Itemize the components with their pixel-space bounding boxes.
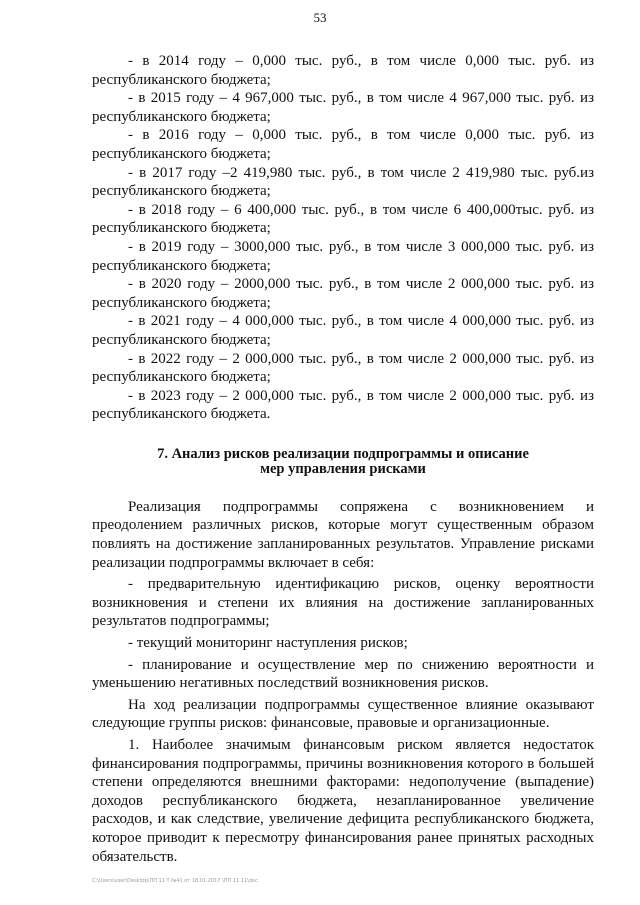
paragraph-line: возникновения и степени их влияния на достижение запланированных bbox=[92, 594, 594, 611]
paragraph-line: На ход реализации подпрограммы существенное влияние оказывают bbox=[128, 696, 594, 713]
paragraph-line: результатов подпрограммы; bbox=[92, 613, 270, 630]
file-path-footer: C:\Users\user\Desktop\ПП 11 Т №41 от 18.01.2017 \ПП 11 11\doc bbox=[92, 878, 258, 884]
paragraph-line: финансирования подпрограммы, причины возникновения которого в большей bbox=[92, 755, 594, 772]
section-heading-line: 7. Анализ рисков реализации подпрограммы и описание bbox=[157, 445, 529, 462]
funding-item-line: республиканского бюджета; bbox=[92, 71, 271, 88]
bullet-item bbox=[92, 575, 594, 631]
paragraph-line: - предварительную идентификацию рисков, оценку вероятности bbox=[128, 576, 594, 593]
paragraph-line: - текущий мониторинг наступления рисков; bbox=[128, 635, 408, 652]
paragraph-line: преодолением различных рисков, которые могут существенным образом bbox=[92, 517, 594, 534]
funding-item-line: республиканского бюджета; bbox=[92, 331, 271, 348]
paragraph-line: уменьшению негативных последствий возникновения рисков. bbox=[92, 675, 489, 692]
funding-item-line: республиканского бюджета; bbox=[92, 145, 271, 162]
bullet-item bbox=[92, 634, 594, 653]
paragraph-line: степени определяются внешними факторами: недополучение (выпадение) bbox=[92, 774, 594, 791]
funding-item-line: - в 2018 году – 6 400,000 тыс. руб., в том числе 6 400,000тыс. руб. из bbox=[128, 201, 594, 218]
bullet-item bbox=[92, 656, 594, 693]
funding-item-line: - в 2022 году – 2 000,000 тыс. руб., в том числе 2 000,000 тыс. руб. из bbox=[128, 350, 594, 367]
paragraph-line: 1. Наиболее значимым финансовым риском является недостаток bbox=[128, 737, 594, 753]
funding-item-line: республиканского бюджета; bbox=[92, 294, 271, 311]
paragraph-line: обязательств. bbox=[92, 848, 178, 865]
funding-item-line: республиканского бюджета; bbox=[92, 369, 271, 386]
paragraph-line: реализации подпрограммы включает в себя: bbox=[92, 554, 375, 571]
funding-item-line: республиканского бюджета; bbox=[92, 108, 271, 125]
funding-item-line: - в 2021 году – 4 000,000 тыс. руб., в том числе 4 000,000 тыс. руб. из bbox=[128, 313, 594, 330]
funding-item-line: республиканского бюджета. bbox=[92, 406, 271, 423]
funding-list bbox=[92, 52, 594, 424]
funding-item-line: республиканского бюджета; bbox=[92, 183, 271, 200]
section-heading-line: мер управления рисками bbox=[260, 460, 426, 477]
paragraph bbox=[92, 736, 594, 866]
section-heading bbox=[92, 447, 594, 477]
paragraph-line: следующие группы рисков: финансовые, правовые и организационные. bbox=[92, 715, 550, 732]
paragraph bbox=[92, 696, 594, 733]
funding-item-line: - в 2023 году – 2 000,000 тыс. руб., в том числе 2 000,000 тыс. руб. из bbox=[128, 387, 594, 404]
paragraph-line: расходов, и как следствие, увеличение дефицита республиканского бюджета, bbox=[92, 811, 594, 828]
paragraph-line: которое приводит к пересмотру финансирования ранее принятых расходных bbox=[92, 829, 594, 846]
funding-item-line: - в 2016 году – 0,000 тыс. руб., в том числе 0,000 тыс. руб. из bbox=[128, 127, 594, 144]
funding-item-line: - в 2020 году – 2000,000 тыс. руб., в том числе 2 000,000 тыс. руб. из bbox=[128, 276, 594, 293]
funding-item-line: республиканского бюджета; bbox=[92, 220, 271, 237]
paragraph-line: доходов республиканского бюджета, незапланированное увеличение bbox=[92, 792, 594, 809]
funding-item-line: - в 2015 году – 4 967,000 тыс. руб., в том числе 4 967,000 тыс. руб. из bbox=[128, 90, 594, 107]
paragraph-line: повлиять на достижение запланированных результатов. Управление рисками bbox=[92, 536, 594, 553]
paragraph bbox=[92, 498, 594, 572]
paragraph-line: Реализация подпрограммы сопряжена с возникновением и bbox=[128, 498, 594, 515]
paragraph-line: - планирование и осуществление мер по снижению вероятности и bbox=[128, 656, 594, 673]
funding-item-line: республиканского бюджета; bbox=[92, 257, 271, 274]
page-body bbox=[92, 52, 594, 866]
funding-item-line: - в 2014 году – 0,000 тыс. руб., в том числе 0,000 тыс. руб. из bbox=[128, 53, 594, 69]
funding-item-line: - в 2019 году – 3000,000 тыс. руб., в том числе 3 000,000 тыс. руб. из bbox=[128, 238, 594, 255]
page-number: 53 bbox=[313, 10, 327, 25]
funding-item-line: - в 2017 году –2 419,980 тыс. руб., в том числе 2 419,980 тыс. руб.из bbox=[128, 164, 594, 181]
